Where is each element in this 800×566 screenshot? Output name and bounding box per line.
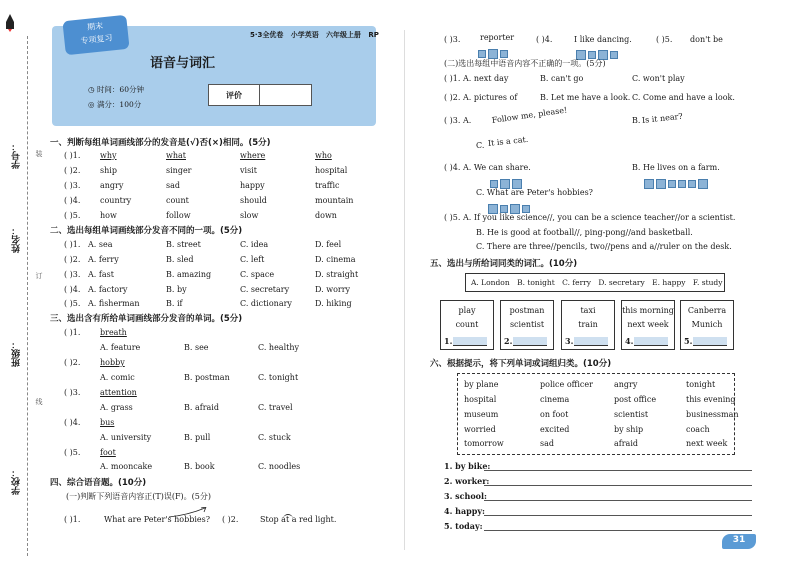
option: A. factory	[88, 285, 128, 294]
answer-blank[interactable]: ( )5.	[64, 211, 81, 220]
page-number-badge	[722, 534, 756, 549]
option: B. can't go	[540, 74, 584, 83]
option: B. book	[184, 462, 215, 471]
option: ( )1. A. next day	[444, 74, 509, 83]
phrase: don't be	[690, 35, 723, 44]
key-word: hobby	[100, 358, 125, 367]
option: A. fisherman	[88, 299, 140, 308]
option: C. healthy	[258, 343, 300, 352]
word: how	[100, 211, 117, 220]
option: C. secretary	[240, 285, 290, 294]
word: who	[315, 151, 332, 160]
option: B. street	[166, 240, 201, 249]
intonation-option: Follow me, please!	[491, 105, 568, 125]
linking-mark	[283, 514, 293, 519]
option: B. pull	[184, 433, 211, 442]
option: B. amazing	[166, 270, 212, 279]
option: B. postman	[184, 373, 230, 382]
option: A. sea	[88, 240, 113, 249]
seal-char: 装	[35, 150, 43, 157]
answer-blank[interactable]: ( )3.	[444, 35, 461, 44]
word: singer	[166, 166, 192, 175]
prompt: 1. by bike:	[444, 461, 491, 471]
word: where	[240, 151, 266, 160]
option: C. dictionary	[240, 299, 292, 308]
answer-blank[interactable]: ( )4.	[536, 35, 553, 44]
answer-blank[interactable]: ( )2.	[222, 515, 239, 524]
option: A. grass	[100, 403, 133, 412]
option-label: ( )3. A.	[444, 116, 472, 125]
answer-blank[interactable]: ( )3.	[64, 270, 81, 279]
answer-blank[interactable]: ( )5.	[64, 299, 81, 308]
option: A. university	[100, 433, 152, 442]
class-label: 班级：	[12, 340, 22, 367]
stress-boxes	[644, 173, 710, 192]
clock-icon: ◷	[88, 85, 97, 94]
name-label: 姓名：	[12, 226, 22, 253]
option: C. space	[240, 270, 275, 279]
answer-blank[interactable]: ( )4.	[64, 196, 81, 205]
option: C. left	[240, 255, 265, 264]
student-id-label: 学号：	[12, 142, 22, 169]
answer-field[interactable]	[453, 337, 487, 346]
section2-title: 二、选出每组单词画线部分发音不同的一项。(5分)	[50, 226, 243, 236]
word: down	[315, 211, 337, 220]
option: D. hiking	[315, 299, 352, 308]
answer-line[interactable]	[484, 500, 752, 501]
option: B. by	[166, 285, 187, 294]
option: C. stuck	[258, 433, 291, 442]
option: C. What are Peter's hobbies?	[476, 188, 593, 197]
option-label: C.	[476, 141, 485, 150]
option: A. ferry	[88, 255, 119, 264]
answer-blank[interactable]: ( )4.	[64, 418, 81, 427]
evaluation-box[interactable]: 评价	[208, 84, 312, 106]
review-badge: 期末 专项复习	[62, 15, 129, 56]
word: happy	[240, 181, 265, 190]
option: A. mooncake	[100, 462, 153, 471]
word: angry	[100, 181, 124, 190]
option: B. see	[184, 343, 209, 352]
prompt: 4. happy:	[444, 506, 485, 516]
answer-field[interactable]	[513, 337, 547, 346]
page-title: 语音与词汇	[150, 56, 216, 71]
seal-char: 订	[35, 272, 43, 279]
section3-title: 三、选出含有所给单词画线部分发音的单词。(5分)	[50, 314, 243, 324]
page-number: 31	[732, 535, 746, 545]
option: C. tonight	[258, 373, 299, 382]
option: A. fast	[88, 270, 114, 279]
word-card: postman scientist 2.	[500, 300, 554, 350]
word-card: taxi train 3.	[561, 300, 615, 350]
word: what	[166, 151, 186, 160]
option: D. straight	[315, 270, 359, 279]
word: hospital	[315, 166, 348, 175]
option-label: B.	[632, 116, 641, 125]
word: follow	[166, 211, 191, 220]
word: slow	[240, 211, 259, 220]
option: D. feel	[315, 240, 342, 249]
binding-margin	[0, 0, 43, 566]
prompt: 2. worker:	[444, 476, 490, 486]
answer-blank[interactable]: ( )2.	[64, 255, 81, 264]
section5-title: 五、选出与所给词同类的词汇。(10分)	[430, 259, 578, 269]
option: C. There are three//pencils, two//pens and a//ruler on the desk.	[476, 242, 732, 251]
key-word: foot	[100, 448, 116, 457]
time-info: ◷ 时间：60分钟	[88, 85, 144, 94]
option: D. cinema	[315, 255, 356, 264]
word: country	[100, 196, 132, 205]
word: sad	[166, 181, 180, 190]
key-word: breath	[100, 328, 127, 337]
word-card: Canberra Munich 5.	[680, 300, 734, 350]
word: ship	[100, 166, 117, 175]
option: B. sled	[166, 255, 194, 264]
option: C. noodles	[258, 462, 301, 471]
prompt: 5. today:	[444, 521, 483, 531]
stress-sentence: I like dancing.	[574, 35, 632, 44]
word: mountain	[315, 196, 354, 205]
option: C. travel	[258, 403, 293, 412]
section4-sub1: (一)判断下列语音内容正(T)误(F)。(5分)	[66, 492, 211, 501]
word-card: play count 1.	[440, 300, 494, 350]
option: B. Let me have a look.	[540, 93, 631, 102]
option: ( )4. A. We can share.	[444, 163, 531, 172]
stress-word: reporter	[480, 33, 515, 42]
key-word: bus	[100, 418, 115, 427]
word: count	[166, 196, 189, 205]
option: A. feature	[100, 343, 141, 352]
word: why	[100, 151, 117, 160]
answer-field[interactable]	[693, 337, 727, 346]
intonation-option: Is it near?	[641, 111, 684, 125]
option: B. afraid	[184, 403, 219, 412]
prompt: 3. school:	[444, 491, 487, 501]
word: visit	[240, 166, 257, 175]
section4-title: 四、综合语音题。(10分)	[50, 478, 147, 488]
answer-blank[interactable]: ( )2.	[64, 358, 81, 367]
word: should	[240, 196, 267, 205]
answer-blank[interactable]: ( )3.	[64, 181, 81, 190]
section6-title: 六、根据提示，将下列单词或词组归类。(10分)	[430, 359, 612, 369]
header-meta: 5·3全优卷 小学英语 六年级上册 RP	[250, 31, 379, 39]
option: C. idea	[240, 240, 269, 249]
school-label: 学校：	[12, 468, 22, 495]
key-word: attention	[100, 388, 137, 397]
answer-blank[interactable]: ( )1.	[64, 240, 81, 249]
answer-blank[interactable]: ( )3.	[64, 388, 81, 397]
option: ( )5. A. If you like science//, you can be a science teacher//or a scientist.	[444, 213, 736, 222]
answer-blank[interactable]: ( )1.	[64, 515, 81, 524]
seal-char: 线	[35, 398, 43, 405]
option: B. if	[166, 299, 183, 308]
option: B. He is good at football//, ping-pong//and basketball.	[476, 228, 693, 237]
word: traffic	[315, 181, 340, 190]
option: C. won't play	[632, 74, 685, 83]
answer-blank[interactable]: ( )1.	[64, 328, 81, 337]
section4-sub2: (二)选出每组中语音内容不正确的一项。(5分)	[444, 59, 606, 68]
word-bank: A. London B. tonight C. ferry D. secretary E. happy F. study	[465, 273, 725, 292]
word-card: this morning next week 4.	[621, 300, 675, 350]
rocket-icon	[6, 14, 14, 32]
word-grid: by plane police officer angry tonight hospital cinema post office this evening museum on foot scientist businessman worried excited by ship coach tomorrow sad afraid next week	[457, 373, 735, 455]
answer-blank[interactable]: ( )5.	[64, 448, 81, 457]
option: A. comic	[100, 373, 135, 382]
answer-line[interactable]	[484, 515, 752, 516]
option: B. He lives on a farm.	[632, 163, 720, 172]
target-icon: ◎	[88, 100, 97, 109]
answer-line[interactable]	[484, 530, 752, 531]
answer-blank[interactable]: ( )4.	[64, 285, 81, 294]
answer-line[interactable]	[484, 470, 752, 471]
intonation-option: It is a cat.	[487, 134, 529, 148]
option: ( )2. A. pictures of	[444, 93, 518, 102]
answer-blank[interactable]: ( )2.	[64, 166, 81, 175]
answer-field[interactable]	[574, 337, 608, 346]
answer-line[interactable]	[484, 485, 752, 486]
intonation-sentence: What are Peter's hobbies?	[104, 515, 211, 524]
answer-blank[interactable]: ( )5.	[656, 35, 673, 44]
linking-sentence: Stop at a red light.	[260, 515, 337, 524]
answer-field[interactable]	[634, 337, 668, 346]
score-info: ◎ 满分：100分	[88, 100, 142, 109]
intonation-arrow	[168, 504, 208, 523]
option: D. worry	[315, 285, 351, 294]
answer-blank[interactable]: ( )1.	[64, 151, 81, 160]
option: C. Come and have a look.	[632, 93, 735, 102]
section1-title: 一、判断每组单词画线部分的发音是(√)否(×)相同。(5分)	[50, 138, 271, 148]
